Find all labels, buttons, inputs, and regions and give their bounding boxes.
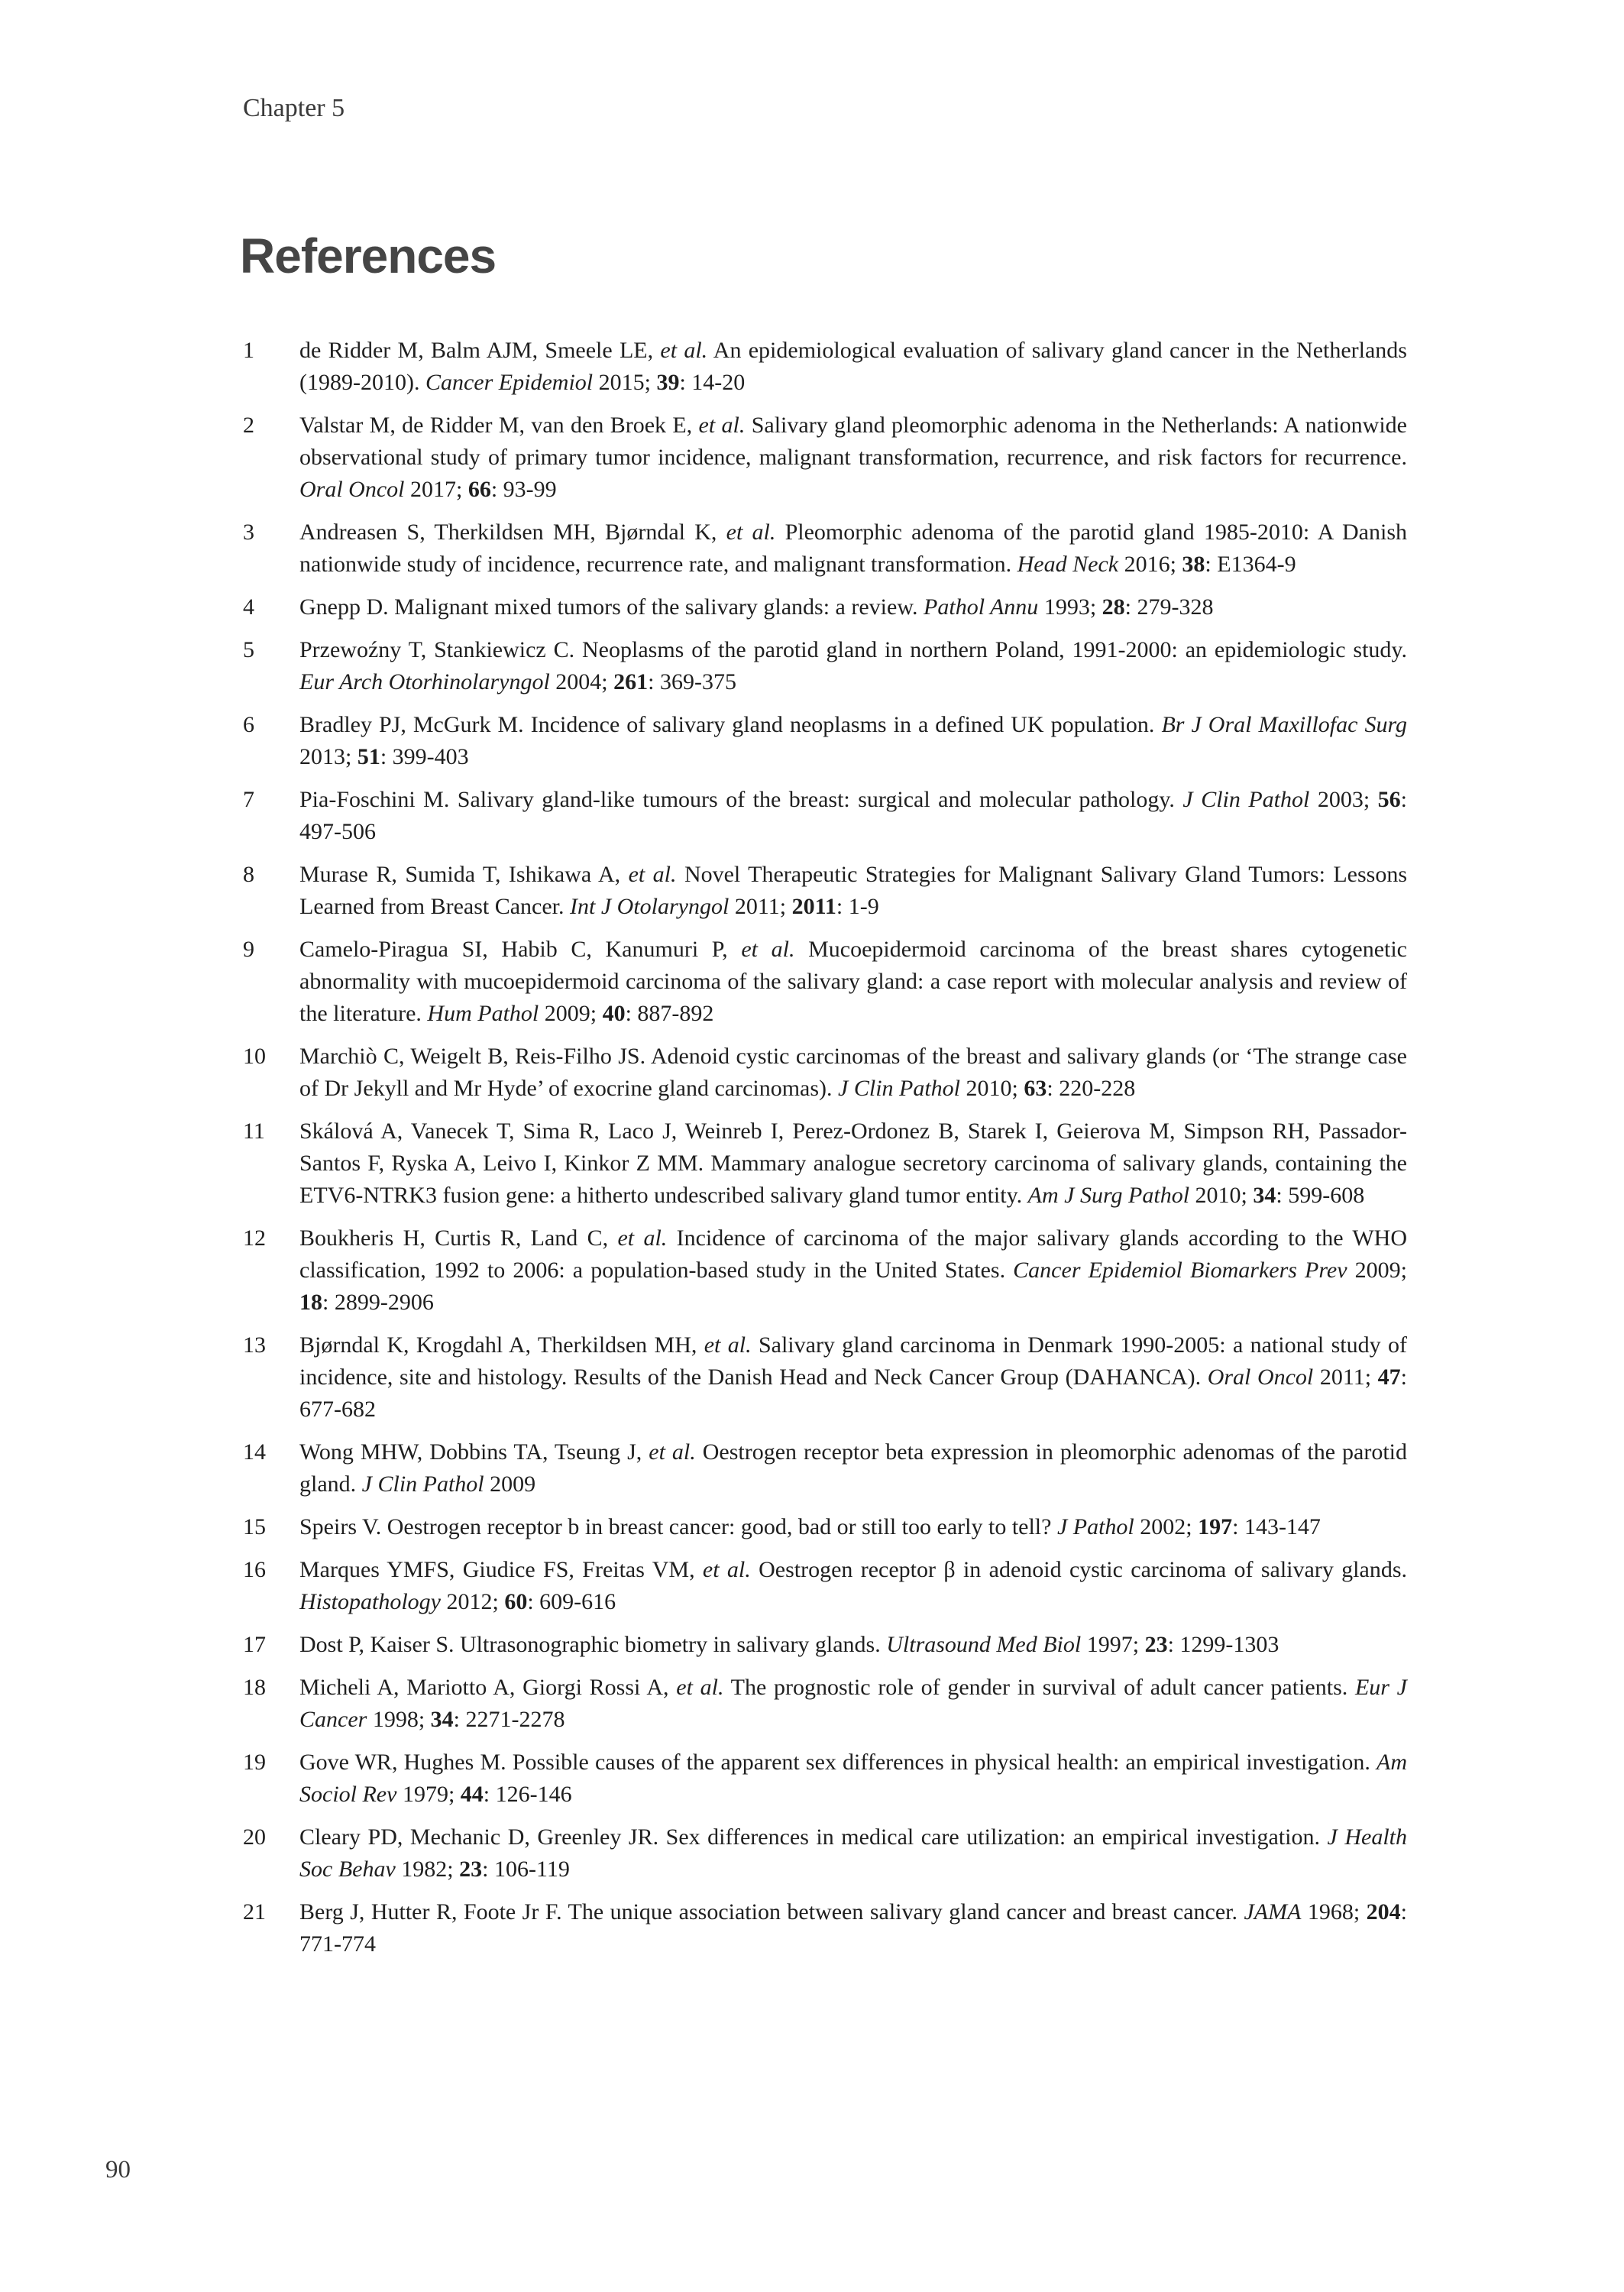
reference-text xyxy=(299,709,1407,773)
reference-segment: J Clin Pathol xyxy=(361,1471,484,1497)
reference-segment: J Health Soc Behav xyxy=(299,1824,1408,1882)
reference-number: 13 xyxy=(243,1332,266,1358)
reference-segment: Bjørndal K, Krogdahl A, Therkildsen MH, xyxy=(299,1332,704,1358)
reference-segment: Pia-Foschini M. Salivary gland-like tumours of the breast: surgical and molecular pathology. xyxy=(299,787,1183,812)
reference-text xyxy=(299,1554,1407,1618)
reference-number: 4 xyxy=(243,594,254,620)
reference-segment: JAMA xyxy=(1244,1899,1302,1925)
reference-segment: Berg J, Hutter R, Foote Jr F. The unique association between salivary gland cancer and breast cancer. xyxy=(299,1899,1244,1925)
reference-number: 10 xyxy=(243,1044,266,1069)
reference-segment: Skálová A, Vanecek T, Sima R, Laco J, Weinreb I, Perez-Ordonez B, Starek I, Geierova M, Simpson RH, Passador-Santos F, Ryska A, Leivo I, Kinkor Z MM. Mammary analogue secretory carcinoma of salivary glands, containing the ETV6-NTRK3 fusion gene: a hitherto undescribed salivary gland tumor entity. xyxy=(299,1118,1407,1208)
reference-segment: 204 xyxy=(1366,1899,1401,1925)
reference-list xyxy=(243,335,1407,1960)
reference-number: 15 xyxy=(243,1514,266,1539)
reference-segment: et al. xyxy=(741,937,795,962)
reference-text xyxy=(299,1629,1407,1661)
reference-segment: Incidence of carcinoma of the major salivary glands according to the WHO classification, 1992 to 2006: a population-based study in the United States. xyxy=(299,1225,1407,1283)
reference-text xyxy=(299,1747,1407,1811)
reference-number: 17 xyxy=(243,1632,266,1657)
reference-segment: et al. xyxy=(702,1557,751,1582)
reference-segment: 38 xyxy=(1182,552,1205,577)
reference-segment: Cancer Epidemiol Biomarkers Prev xyxy=(1013,1258,1347,1283)
reference-number: 6 xyxy=(243,712,254,737)
reference-segment: 60 xyxy=(504,1589,528,1614)
reference-segment: Histopathology xyxy=(299,1589,441,1614)
reference-segment: Marchiò C, Weigelt B, Reis-Filho JS. Adenoid cystic carcinomas of the breast and salivary glands (or ‘The strange case of Dr Jekyll and Mr Hyde’ of exocrine gland carcinomas). xyxy=(299,1044,1407,1101)
reference-segment: : 2899-2906 xyxy=(322,1290,434,1315)
reference-number: 14 xyxy=(243,1439,266,1465)
reference-number: 20 xyxy=(243,1824,266,1850)
reference-segment: : 599-608 xyxy=(1276,1183,1365,1208)
reference-text xyxy=(299,634,1407,698)
reference-item xyxy=(243,784,1407,848)
reference-segment: 56 xyxy=(1377,787,1401,812)
reference-segment: et al. xyxy=(698,413,746,438)
reference-segment: : 93-99 xyxy=(490,477,557,502)
reference-segment: et al. xyxy=(649,1439,696,1465)
reference-text xyxy=(299,1222,1407,1319)
reference-segment: Bradley PJ, McGurk M. Incidence of salivary gland neoplasms in a defined UK population. xyxy=(299,712,1162,737)
reference-segment: Camelo-Piragua SI, Habib C, Kanumuri P, xyxy=(299,937,742,962)
reference-segment: 18 xyxy=(299,1290,322,1315)
reference-item xyxy=(243,1041,1407,1105)
reference-segment: 2012; xyxy=(441,1589,505,1614)
reference-segment: 2010; xyxy=(1189,1183,1254,1208)
reference-segment: 40 xyxy=(602,1001,626,1026)
reference-segment: 2003; xyxy=(1309,787,1378,812)
reference-segment: Micheli A, Mariotto A, Giorgi Rossi A, xyxy=(299,1675,677,1700)
reference-text xyxy=(299,335,1407,399)
reference-segment: Speirs V. Oestrogen receptor b in breast cancer: good, bad or still too early to tell? xyxy=(299,1514,1057,1539)
reference-segment: : 1299-1303 xyxy=(1167,1632,1279,1657)
reference-number: 3 xyxy=(243,520,254,545)
reference-segment: 23 xyxy=(1144,1632,1168,1657)
reference-segment: Oral Oncol xyxy=(1207,1365,1314,1390)
reference-segment: 2010; xyxy=(960,1076,1024,1101)
reference-segment: 34 xyxy=(430,1707,454,1732)
reference-item xyxy=(243,1672,1407,1736)
reference-text xyxy=(299,859,1407,923)
reference-segment: 23 xyxy=(459,1857,483,1882)
page-title: References xyxy=(240,228,497,283)
reference-segment: Mucoepidermoid carcinoma of the breast shares cytogenetic abnormality with mucoepidermoid carcinoma of the salivary gland: a case report with molecular analysis and review of the literature. xyxy=(299,937,1407,1026)
reference-item xyxy=(243,1629,1407,1661)
reference-segment: et al. xyxy=(628,862,677,887)
reference-item xyxy=(243,1115,1407,1212)
reference-segment: 261 xyxy=(613,669,649,694)
reference-segment: J Clin Pathol xyxy=(838,1076,961,1101)
reference-segment: Eur J Cancer xyxy=(299,1675,1407,1732)
reference-text xyxy=(299,1329,1407,1426)
reference-segment: Pathol Annu xyxy=(924,594,1039,620)
reference-segment: Cancer Epidemiol xyxy=(425,370,594,395)
reference-segment: : 399-403 xyxy=(380,744,469,769)
reference-number: 21 xyxy=(243,1899,266,1925)
reference-segment: 1979; xyxy=(396,1782,461,1807)
reference-text xyxy=(299,1896,1407,1960)
reference-segment: : 1-9 xyxy=(836,894,879,919)
reference-item xyxy=(243,1896,1407,1960)
reference-segment: et al. xyxy=(704,1332,752,1358)
reference-item xyxy=(243,709,1407,773)
reference-segment: 2013; xyxy=(299,744,357,769)
reference-segment: : 2271-2278 xyxy=(453,1707,565,1732)
reference-text xyxy=(299,410,1407,506)
reference-segment: Gove WR, Hughes M. Possible causes of the apparent sex differences in physical health: an empirical investigation. xyxy=(299,1750,1377,1775)
reference-segment: : 609-616 xyxy=(527,1589,616,1614)
reference-segment: 2011; xyxy=(1313,1365,1378,1390)
page-number: 90 xyxy=(105,2156,131,2184)
reference-segment: Novel Therapeutic Strategies for Malignant Salivary Gland Tumors: Lessons Learned from Breast Cancer. xyxy=(299,862,1407,919)
reference-item xyxy=(243,1436,1407,1500)
reference-segment: Head Neck xyxy=(1017,552,1119,577)
reference-text xyxy=(299,516,1407,581)
reference-segment: 51 xyxy=(357,744,380,769)
reference-segment: et al. xyxy=(617,1225,668,1251)
reference-segment: Gnepp D. Malignant mixed tumors of the salivary glands: a review. xyxy=(299,594,924,620)
reference-segment: : 143-147 xyxy=(1232,1514,1321,1539)
reference-segment: Ultrasound Med Biol xyxy=(886,1632,1082,1657)
reference-segment: Pleomorphic adenoma of the parotid gland 1985-2010: A Danish nationwide study of incidence, recurrence rate, and malignant transformation. xyxy=(299,520,1408,577)
reference-segment: 1997; xyxy=(1081,1632,1145,1657)
reference-segment: : 279-328 xyxy=(1124,594,1214,620)
reference-segment: 1993; xyxy=(1038,594,1102,620)
reference-segment: : 497-506 xyxy=(299,787,1407,844)
reference-item xyxy=(243,516,1407,581)
reference-text xyxy=(299,1511,1407,1543)
reference-segment: 2015; xyxy=(593,370,657,395)
reference-segment: : 14-20 xyxy=(679,370,746,395)
reference-segment: : 106-119 xyxy=(482,1857,570,1882)
reference-segment: Valstar M, de Ridder M, van den Broek E, xyxy=(299,413,699,438)
reference-number: 18 xyxy=(243,1675,266,1700)
reference-segment: 1968; xyxy=(1301,1899,1367,1925)
reference-number: 5 xyxy=(243,637,254,662)
reference-number: 16 xyxy=(243,1557,266,1582)
reference-segment: 2009 xyxy=(484,1471,536,1497)
reference-number: 19 xyxy=(243,1750,266,1775)
reference-text xyxy=(299,1672,1407,1736)
chapter-label: Chapter 5 xyxy=(243,94,345,122)
reference-segment: de Ridder M, Balm AJM, Smeele LE, xyxy=(299,338,661,363)
reference-item xyxy=(243,1329,1407,1426)
reference-segment: 63 xyxy=(1024,1076,1047,1101)
reference-segment: Am J Surg Pathol xyxy=(1027,1183,1190,1208)
reference-segment: 44 xyxy=(460,1782,484,1807)
reference-item xyxy=(243,859,1407,923)
reference-segment: 28 xyxy=(1102,594,1125,620)
reference-segment: 2017; xyxy=(404,477,468,502)
reference-segment: Oestrogen receptor β in adenoid cystic carcinoma of salivary glands. xyxy=(750,1557,1407,1582)
reference-text xyxy=(299,1821,1407,1886)
reference-segment: Am Sociol Rev xyxy=(299,1750,1407,1807)
reference-item xyxy=(243,335,1407,399)
reference-segment: et al. xyxy=(660,338,708,363)
reference-segment: 2011; xyxy=(729,894,792,919)
reference-segment: 1982; xyxy=(395,1857,460,1882)
reference-segment: 34 xyxy=(1253,1183,1276,1208)
reference-text xyxy=(299,1115,1407,1212)
reference-segment: J Clin Pathol xyxy=(1182,787,1310,812)
reference-segment: Eur Arch Otorhinolaryngol xyxy=(299,669,550,694)
reference-segment: Marques YMFS, Giudice FS, Freitas VM, xyxy=(299,1557,703,1582)
reference-segment: J Pathol xyxy=(1056,1514,1134,1539)
reference-segment: Przewoźny T, Stankiewicz C. Neoplasms of the parotid gland in northern Poland, 1991-2000: an epidemiologic study. xyxy=(299,637,1407,662)
reference-number: 9 xyxy=(243,937,254,962)
reference-segment: Oral Oncol xyxy=(299,477,405,502)
reference-segment: et al. xyxy=(726,520,776,545)
reference-segment: Boukheris H, Curtis R, Land C, xyxy=(299,1225,618,1251)
reference-segment: Wong MHW, Dobbins TA, Tseung J, xyxy=(299,1439,649,1465)
reference-segment: Andreasen S, Therkildsen MH, Bjørndal K, xyxy=(299,520,726,545)
reference-segment: 2016; xyxy=(1118,552,1182,577)
reference-segment: Cleary PD, Mechanic D, Greenley JR. Sex differences in medical care utilization: an empirical investigation. xyxy=(299,1824,1328,1850)
reference-segment: An epidemiological evaluation of salivary gland cancer in the Netherlands (1989-2010). xyxy=(299,338,1407,395)
reference-segment: 47 xyxy=(1377,1365,1401,1390)
reference-segment: Murase R, Sumida T, Ishikawa A, xyxy=(299,862,629,887)
reference-segment: Dost P, Kaiser S. Ultrasonographic biometry in salivary glands. xyxy=(299,1632,887,1657)
reference-item xyxy=(243,1222,1407,1319)
reference-segment: Br J Oral Maxillofac Surg xyxy=(1161,712,1408,737)
reference-segment: : 126-146 xyxy=(483,1782,572,1807)
reference-text xyxy=(299,784,1407,848)
reference-segment: 197 xyxy=(1198,1514,1233,1539)
reference-segment: The prognostic role of gender in survival of adult cancer patients. xyxy=(723,1675,1355,1700)
reference-segment: 2011 xyxy=(791,894,836,919)
reference-segment: 39 xyxy=(656,370,680,395)
reference-segment: Salivary gland pleomorphic adenoma in the Netherlands: A nationwide observational study of primary tumor incidence, malignant transformation, recurrence, and risk factors for recurrence. xyxy=(299,413,1407,470)
reference-segment: : 771-774 xyxy=(299,1899,1407,1957)
reference-segment: : E1364-9 xyxy=(1205,552,1296,577)
reference-number: 12 xyxy=(243,1225,266,1251)
reference-number: 7 xyxy=(243,787,254,812)
reference-segment: Int J Otolaryngol xyxy=(570,894,730,919)
reference-segment: : 220-228 xyxy=(1047,1076,1136,1101)
reference-segment: 2009; xyxy=(539,1001,603,1026)
reference-segment: et al. xyxy=(676,1675,724,1700)
reference-number: 8 xyxy=(243,862,254,887)
reference-number: 11 xyxy=(243,1118,265,1144)
reference-text xyxy=(299,1041,1407,1105)
reference-segment: : 887-892 xyxy=(625,1001,714,1026)
reference-text xyxy=(299,591,1407,623)
reference-item xyxy=(243,1511,1407,1543)
reference-segment: 66 xyxy=(467,477,491,502)
reference-item xyxy=(243,634,1407,698)
reference-item xyxy=(243,1821,1407,1886)
reference-item xyxy=(243,591,1407,623)
reference-text xyxy=(299,1436,1407,1500)
reference-number: 2 xyxy=(243,413,254,438)
reference-item xyxy=(243,1554,1407,1618)
reference-segment: 1998; xyxy=(367,1707,431,1732)
reference-segment: Hum Pathol xyxy=(427,1001,539,1026)
reference-text xyxy=(299,934,1407,1030)
reference-segment: 2004; xyxy=(549,669,614,694)
reference-segment: Oestrogen receptor beta expression in pleomorphic adenomas of the parotid gland. xyxy=(299,1439,1407,1497)
reference-item xyxy=(243,410,1407,506)
reference-number: 1 xyxy=(243,338,254,363)
reference-segment: 2002; xyxy=(1134,1514,1199,1539)
reference-item xyxy=(243,1747,1407,1811)
reference-segment: : 369-375 xyxy=(648,669,736,694)
reference-segment: : 677-682 xyxy=(299,1365,1407,1422)
reference-segment: Salivary gland carcinoma in Denmark 1990-2005: a national study of incidence, site and histology. Results of the Danish Head and Neck Cancer Group (DAHANCA). xyxy=(299,1332,1407,1390)
reference-segment: 2009; xyxy=(1347,1258,1408,1283)
reference-item xyxy=(243,934,1407,1030)
